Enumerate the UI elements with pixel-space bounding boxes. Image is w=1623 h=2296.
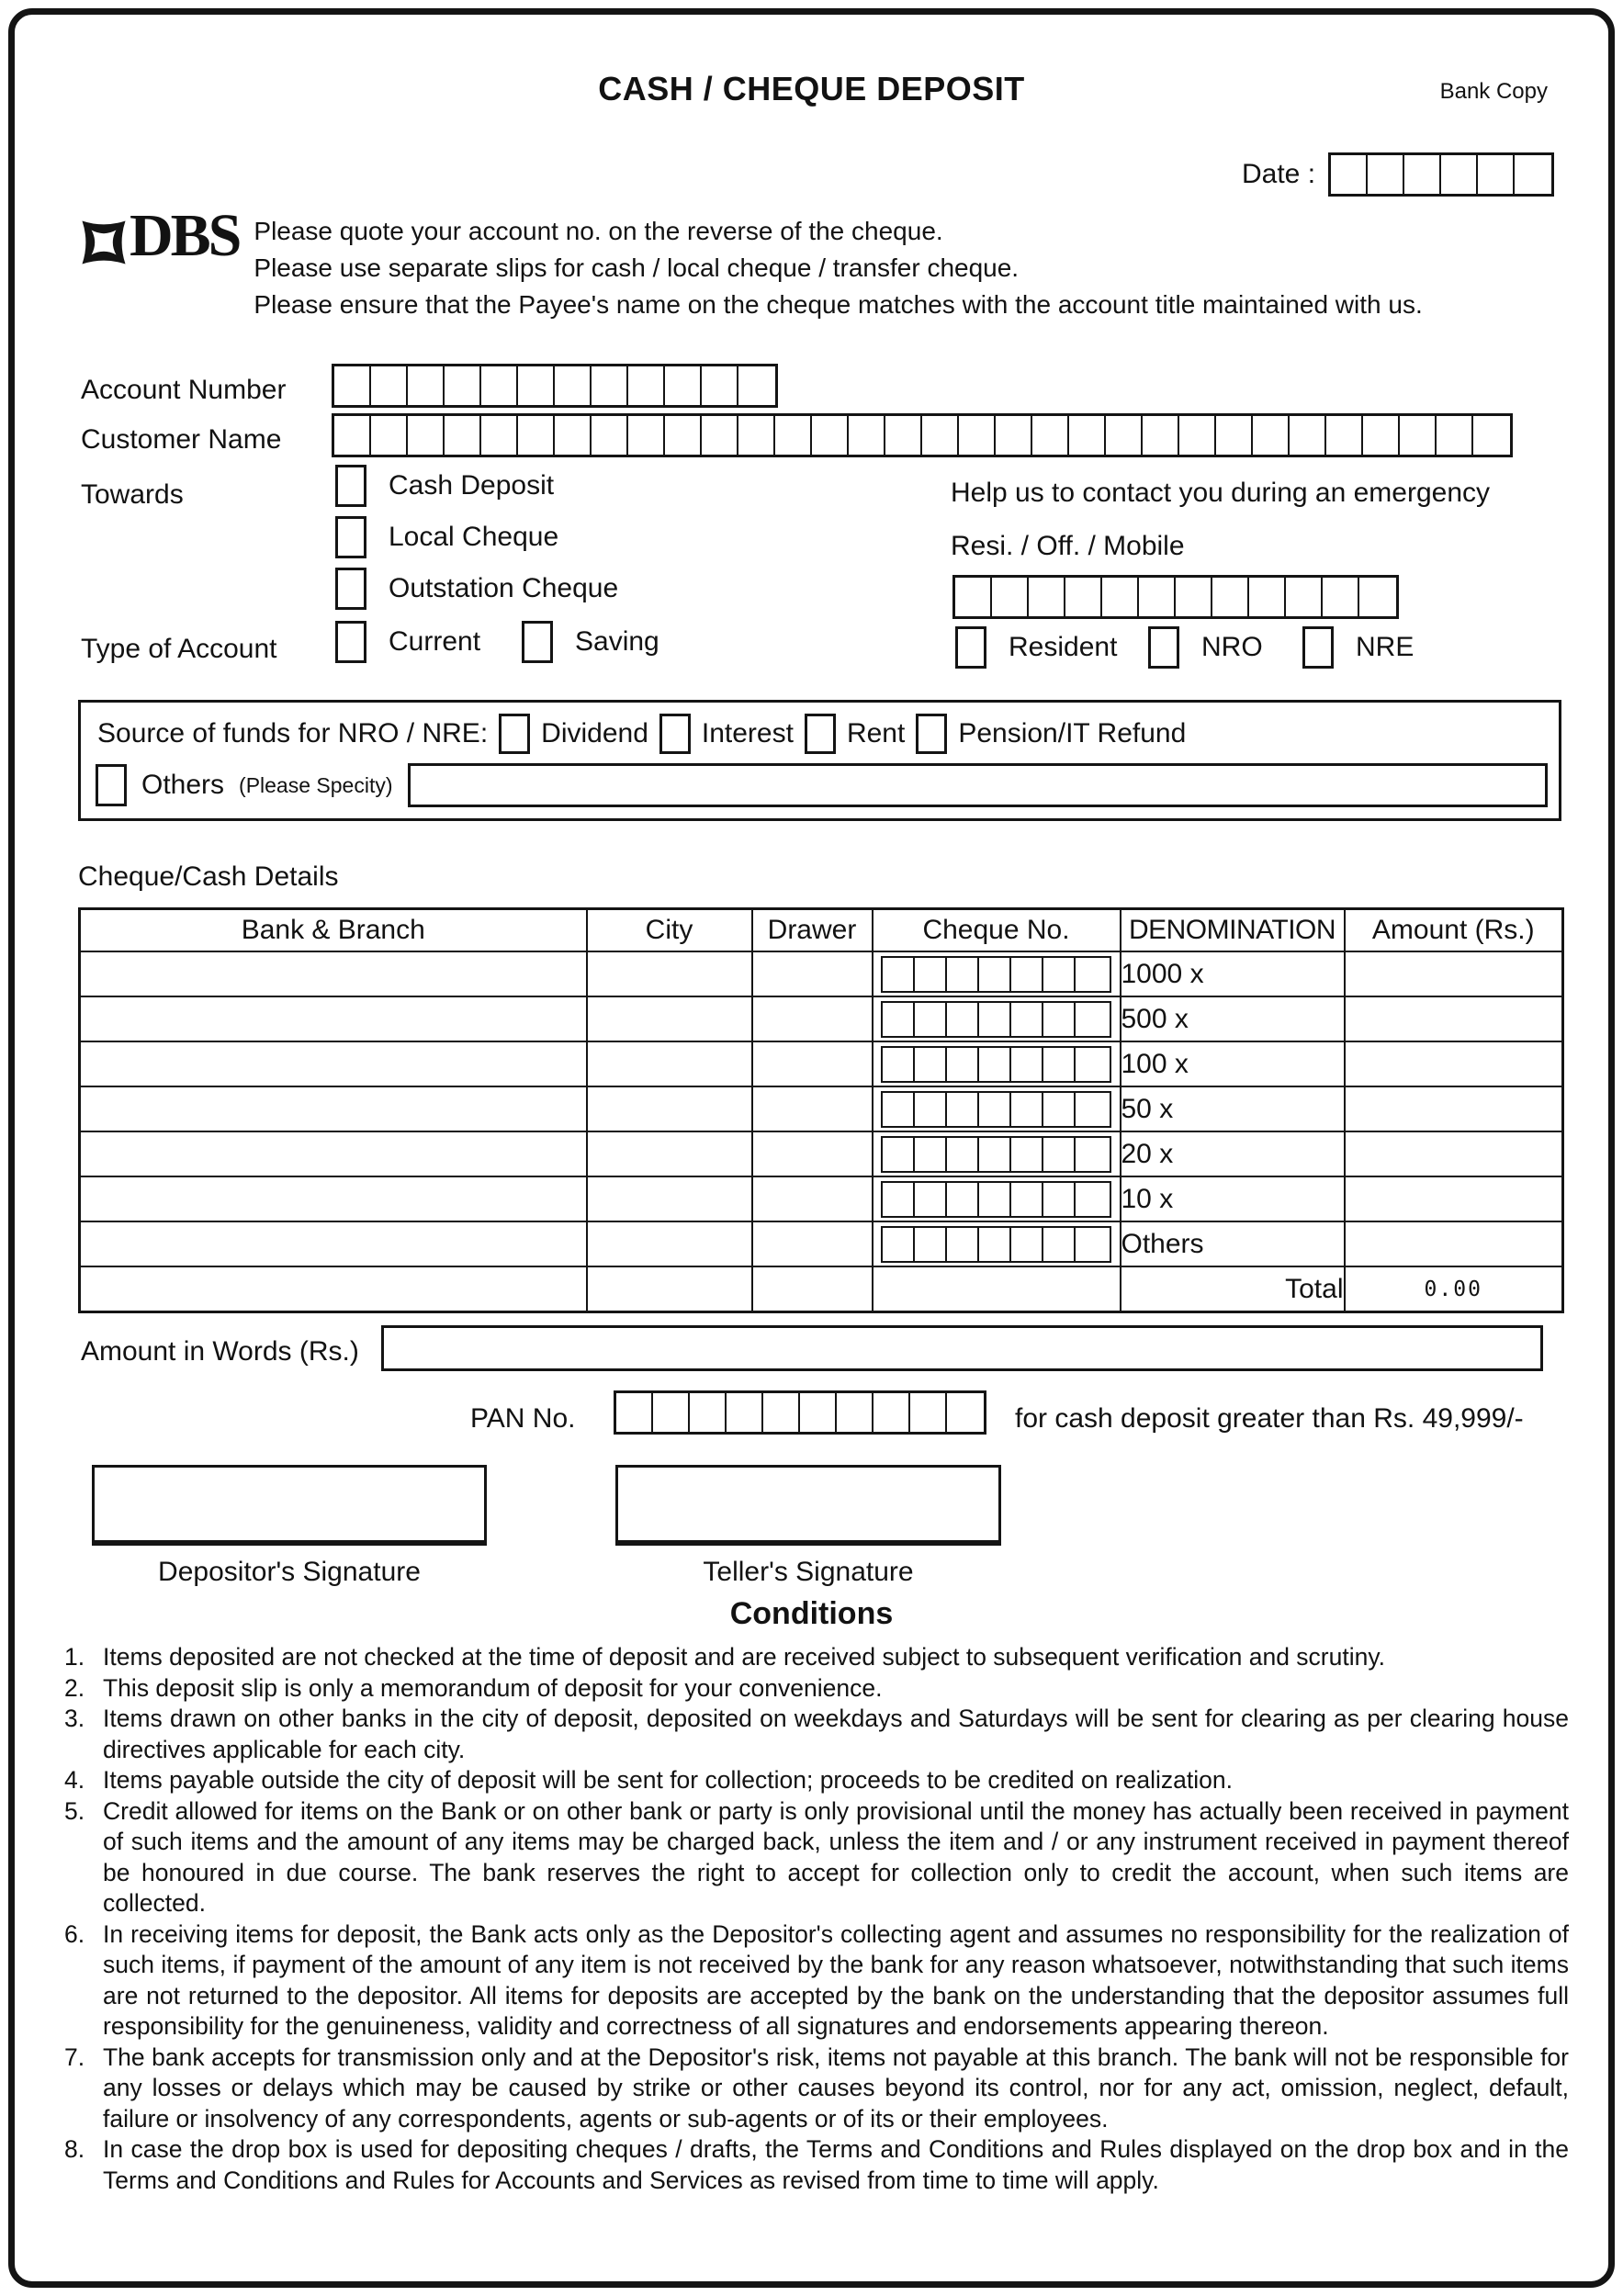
amount-cell[interactable] bbox=[1345, 996, 1563, 1041]
rent-checkbox[interactable] bbox=[805, 714, 836, 754]
char-box[interactable] bbox=[922, 416, 959, 455]
char-box[interactable] bbox=[883, 1093, 915, 1126]
depositor-signature-box[interactable] bbox=[92, 1465, 487, 1546]
char-box[interactable] bbox=[915, 1093, 947, 1126]
header-block bbox=[78, 202, 1423, 323]
denomination-label: 1000 x bbox=[1121, 951, 1345, 996]
char-box[interactable] bbox=[883, 1183, 915, 1216]
city-cell[interactable] bbox=[587, 1041, 752, 1086]
amount-cell[interactable] bbox=[1345, 1041, 1563, 1086]
char-box[interactable] bbox=[979, 1003, 1011, 1036]
char-box[interactable] bbox=[1400, 416, 1437, 455]
char-box[interactable] bbox=[1076, 1048, 1108, 1081]
current-checkbox[interactable] bbox=[335, 621, 366, 663]
phone-boxes[interactable] bbox=[952, 575, 1399, 619]
char-box[interactable] bbox=[1212, 578, 1249, 616]
char-box[interactable] bbox=[1176, 578, 1212, 616]
char-box[interactable] bbox=[915, 1003, 947, 1036]
char-box[interactable] bbox=[1441, 155, 1478, 194]
date-boxes[interactable] bbox=[1328, 152, 1554, 197]
char-box[interactable] bbox=[915, 1138, 947, 1171]
char-box[interactable] bbox=[1437, 416, 1473, 455]
denomination-label: 10 x bbox=[1121, 1176, 1345, 1221]
char-box[interactable] bbox=[947, 1138, 979, 1171]
condition-item bbox=[64, 1765, 1569, 1796]
col-drawer: Drawer bbox=[752, 909, 873, 952]
char-box[interactable] bbox=[555, 416, 592, 455]
char-box[interactable] bbox=[800, 1393, 837, 1432]
char-box[interactable] bbox=[518, 366, 555, 405]
char-box[interactable] bbox=[1043, 1138, 1076, 1171]
char-box[interactable] bbox=[1076, 958, 1108, 991]
condition-item bbox=[64, 1796, 1569, 1919]
others-input[interactable] bbox=[408, 763, 1549, 807]
drawer-cell[interactable] bbox=[752, 1041, 873, 1086]
saving-checkbox[interactable] bbox=[522, 621, 553, 663]
pension-label: Pension/IT Refund bbox=[958, 718, 1187, 748]
char-box[interactable] bbox=[947, 1048, 979, 1081]
bank-branch-cell[interactable] bbox=[80, 1131, 587, 1176]
nre-checkbox[interactable] bbox=[1302, 626, 1334, 669]
emergency-heading: Help us to contact you during an emergency bbox=[951, 478, 1491, 508]
local-cheque-label: Local Cheque bbox=[389, 522, 559, 552]
char-box[interactable] bbox=[690, 1393, 727, 1432]
option-nro bbox=[1148, 626, 1263, 669]
char-box[interactable] bbox=[1290, 416, 1326, 455]
city-cell[interactable] bbox=[587, 996, 752, 1041]
char-box[interactable] bbox=[408, 416, 445, 455]
dbs-wordmark: DBS bbox=[130, 202, 240, 269]
condition-text: Items payable outside the city of deposit will be sent for collection; proceeds to be credited on realization. bbox=[103, 1766, 1233, 1794]
char-box[interactable] bbox=[702, 416, 738, 455]
account-number-boxes[interactable] bbox=[332, 364, 778, 408]
char-box[interactable] bbox=[947, 1093, 979, 1126]
char-box[interactable] bbox=[1043, 1093, 1076, 1126]
char-box[interactable] bbox=[915, 1048, 947, 1081]
others-label: Others bbox=[141, 770, 225, 800]
city-cell[interactable] bbox=[587, 1086, 752, 1131]
amount-cell[interactable] bbox=[1345, 1176, 1563, 1221]
customer-name-boxes[interactable] bbox=[332, 413, 1513, 457]
city-cell[interactable] bbox=[587, 1266, 752, 1312]
char-box[interactable] bbox=[628, 366, 665, 405]
char-box[interactable] bbox=[727, 1393, 763, 1432]
char-box[interactable] bbox=[1076, 1138, 1108, 1171]
char-box[interactable] bbox=[1253, 416, 1290, 455]
char-box[interactable] bbox=[1359, 578, 1396, 616]
char-box[interactable] bbox=[1011, 1003, 1043, 1036]
char-box[interactable] bbox=[518, 416, 555, 455]
pan-note: for cash deposit greater than Rs. 49,999/- bbox=[1015, 1403, 1524, 1434]
char-box[interactable] bbox=[1473, 416, 1510, 455]
conditions-list bbox=[64, 1642, 1569, 2196]
char-box[interactable] bbox=[1323, 578, 1359, 616]
char-box[interactable] bbox=[883, 1138, 915, 1171]
option-outstation-cheque bbox=[335, 568, 618, 610]
table-row bbox=[80, 1131, 1563, 1176]
notice-line: Please use separate slips for cash / local cheque / transfer cheque. bbox=[254, 253, 1020, 282]
nro-label: NRO bbox=[1201, 632, 1263, 662]
cheque-no-boxes[interactable] bbox=[881, 1226, 1111, 1263]
phone-label: Resi. / Off. / Mobile bbox=[951, 531, 1185, 561]
char-box[interactable] bbox=[445, 366, 481, 405]
char-box[interactable] bbox=[947, 1228, 979, 1261]
source-of-funds-row bbox=[97, 714, 1186, 754]
cheque-no-cell bbox=[873, 1266, 1121, 1312]
char-box[interactable] bbox=[1143, 416, 1179, 455]
char-box[interactable] bbox=[1106, 416, 1143, 455]
condition-item bbox=[64, 1673, 1569, 1705]
denomination-label: Others bbox=[1121, 1221, 1345, 1266]
page-title: CASH / CHEQUE DEPOSIT bbox=[598, 70, 1025, 107]
condition-text: Credit allowed for items on the Bank or on other bank or party is only provisional until the money has actually been received in payment of such items and the amount of any items may be charged back, unless the item and / or any instrument received in payment thereof be honoured in due course. The bank reserves the right to accept for collection only to credit the account, when such items are collected. bbox=[103, 1796, 1569, 1917]
char-box[interactable] bbox=[837, 1393, 873, 1432]
char-box[interactable] bbox=[775, 416, 812, 455]
char-box[interactable] bbox=[979, 958, 1011, 991]
char-box[interactable] bbox=[371, 366, 408, 405]
cheque-cash-table bbox=[78, 907, 1564, 1313]
char-box[interactable] bbox=[1076, 1228, 1108, 1261]
char-box[interactable] bbox=[1515, 155, 1551, 194]
char-box[interactable] bbox=[481, 416, 518, 455]
outstation-cheque-label: Outstation Cheque bbox=[389, 573, 619, 603]
notice-line: Please ensure that the Payee's name on the cheque matches with the account title maintained with us. bbox=[254, 290, 1423, 319]
char-box[interactable] bbox=[812, 416, 849, 455]
teller-signature-box[interactable] bbox=[615, 1465, 1001, 1546]
char-box[interactable] bbox=[1011, 958, 1043, 991]
customer-name-label: Customer Name bbox=[81, 424, 282, 455]
char-box[interactable] bbox=[915, 958, 947, 991]
char-box[interactable] bbox=[738, 416, 775, 455]
char-box[interactable] bbox=[979, 1138, 1011, 1171]
resident-checkbox[interactable] bbox=[955, 626, 986, 669]
towards-label: Towards bbox=[81, 479, 184, 510]
char-box[interactable] bbox=[1404, 155, 1441, 194]
char-box[interactable] bbox=[1032, 416, 1069, 455]
interest-checkbox[interactable] bbox=[659, 714, 691, 754]
dividend-label: Dividend bbox=[541, 718, 648, 748]
drawer-cell[interactable] bbox=[752, 996, 873, 1041]
char-box[interactable] bbox=[1043, 1228, 1076, 1261]
table-row bbox=[80, 1086, 1563, 1131]
table-row bbox=[80, 1041, 1563, 1086]
bank-branch-cell[interactable] bbox=[80, 996, 587, 1041]
instruction-notices bbox=[254, 213, 1422, 323]
pension-checkbox[interactable] bbox=[916, 714, 947, 754]
char-box[interactable] bbox=[1076, 1003, 1108, 1036]
total-amount: 0.00 bbox=[1345, 1266, 1563, 1312]
option-saving bbox=[522, 621, 659, 663]
condition-item bbox=[64, 1919, 1569, 2043]
option-nre bbox=[1302, 626, 1414, 669]
cheque-no-boxes[interactable] bbox=[881, 956, 1111, 993]
bank-copy-label: Bank Copy bbox=[1439, 79, 1548, 104]
char-box[interactable] bbox=[1139, 578, 1176, 616]
bank-branch-cell[interactable] bbox=[80, 1221, 587, 1266]
amount-cell[interactable] bbox=[1345, 1221, 1563, 1266]
char-box[interactable] bbox=[1363, 416, 1400, 455]
condition-item bbox=[64, 1642, 1569, 1673]
bank-branch-cell[interactable] bbox=[80, 1176, 587, 1221]
city-cell[interactable] bbox=[587, 1176, 752, 1221]
char-box[interactable] bbox=[763, 1393, 800, 1432]
char-box[interactable] bbox=[1326, 416, 1363, 455]
drawer-cell[interactable] bbox=[752, 1131, 873, 1176]
char-box[interactable] bbox=[947, 1183, 979, 1216]
char-box[interactable] bbox=[702, 366, 738, 405]
teller-signature-label: Teller's Signature bbox=[703, 1557, 914, 1587]
col-amount: Amount (Rs.) bbox=[1345, 909, 1563, 952]
condition-text: In receiving items for deposit, the Bank acts only as the Depositor's collecting agent and assumes no responsibility for the realization of such items, if payment of the amount of any item is not received by the bank for any reason whatsoever, notwithstanding that such items are not returned to the depositor. All items for deposits are accepted by the bank on the understanding that the depositor assumes full responsibility for the genuineness, validity and correctness of all signatures and endorsements appearing thereon. bbox=[103, 1919, 1569, 2040]
char-box[interactable] bbox=[616, 1393, 653, 1432]
col-cheque-no: Cheque No. bbox=[873, 909, 1121, 952]
char-box[interactable] bbox=[481, 366, 518, 405]
char-box[interactable] bbox=[883, 1228, 915, 1261]
char-box[interactable] bbox=[915, 1228, 947, 1261]
char-box[interactable] bbox=[883, 1048, 915, 1081]
char-box[interactable] bbox=[1368, 155, 1404, 194]
bank-branch-cell[interactable] bbox=[80, 1266, 587, 1312]
city-cell[interactable] bbox=[587, 1131, 752, 1176]
char-box[interactable] bbox=[1043, 958, 1076, 991]
denomination-label: 50 x bbox=[1121, 1086, 1345, 1131]
source-of-funds-box bbox=[78, 700, 1561, 821]
char-box[interactable] bbox=[1011, 1228, 1043, 1261]
drawer-cell[interactable] bbox=[752, 1176, 873, 1221]
char-box[interactable] bbox=[947, 1393, 984, 1432]
resident-label: Resident bbox=[1009, 632, 1118, 662]
char-box[interactable] bbox=[1029, 578, 1065, 616]
char-box[interactable] bbox=[1043, 1183, 1076, 1216]
col-denomination: DENOMINATION bbox=[1121, 909, 1345, 952]
table-row bbox=[80, 1221, 1563, 1266]
char-box[interactable] bbox=[1179, 416, 1216, 455]
condition-item bbox=[64, 2134, 1569, 2196]
char-box[interactable] bbox=[1043, 1003, 1076, 1036]
char-box[interactable] bbox=[1478, 155, 1515, 194]
denomination-label: 100 x bbox=[1121, 1041, 1345, 1086]
char-box[interactable] bbox=[885, 416, 922, 455]
char-box[interactable] bbox=[738, 366, 775, 405]
char-box[interactable] bbox=[592, 416, 628, 455]
dbs-star-icon bbox=[78, 217, 130, 273]
nro-checkbox[interactable] bbox=[1148, 626, 1179, 669]
cash-deposit-checkbox[interactable] bbox=[335, 465, 366, 507]
option-resident bbox=[955, 626, 1117, 669]
source-of-funds-label: Source of funds for NRO / NRE: bbox=[97, 718, 489, 748]
amount-in-words-input[interactable] bbox=[381, 1325, 1543, 1371]
amount-cell[interactable] bbox=[1345, 1086, 1563, 1131]
char-box[interactable] bbox=[1331, 155, 1368, 194]
bank-branch-cell[interactable] bbox=[80, 1041, 587, 1086]
char-box[interactable] bbox=[1011, 1048, 1043, 1081]
char-box[interactable] bbox=[1076, 1183, 1108, 1216]
city-cell[interactable] bbox=[587, 1221, 752, 1266]
account-number-label: Account Number bbox=[81, 375, 287, 405]
table-row bbox=[80, 1176, 1563, 1221]
interest-label: Interest bbox=[701, 718, 794, 748]
table-row bbox=[80, 996, 1563, 1041]
char-box[interactable] bbox=[665, 366, 702, 405]
char-box[interactable] bbox=[947, 958, 979, 991]
char-box[interactable] bbox=[628, 416, 665, 455]
drawer-cell[interactable] bbox=[752, 951, 873, 996]
char-box[interactable] bbox=[947, 1003, 979, 1036]
date-field bbox=[1242, 152, 1554, 197]
depositor-signature-label: Depositor's Signature bbox=[158, 1557, 421, 1587]
char-box[interactable] bbox=[873, 1393, 910, 1432]
current-label: Current bbox=[389, 626, 481, 657]
char-box[interactable] bbox=[1249, 578, 1286, 616]
char-box[interactable] bbox=[996, 416, 1032, 455]
account-type-label: Type of Account bbox=[81, 634, 277, 664]
amount-cell[interactable] bbox=[1345, 951, 1563, 996]
city-cell[interactable] bbox=[587, 951, 752, 996]
char-box[interactable] bbox=[1102, 578, 1139, 616]
char-box[interactable] bbox=[910, 1393, 947, 1432]
char-box[interactable] bbox=[1076, 1093, 1108, 1126]
char-box[interactable] bbox=[979, 1228, 1011, 1261]
drawer-cell[interactable] bbox=[752, 1086, 873, 1131]
cheque-no-boxes[interactable] bbox=[881, 1136, 1111, 1173]
char-box[interactable] bbox=[955, 578, 992, 616]
notice-line: Please quote your account no. on the reverse of the cheque. bbox=[254, 217, 943, 245]
others-row bbox=[96, 763, 1548, 807]
char-box[interactable] bbox=[1069, 416, 1106, 455]
amount-in-words-label: Amount in Words (Rs.) bbox=[81, 1336, 359, 1367]
cheque-no-boxes[interactable] bbox=[881, 1091, 1111, 1128]
pan-label: PAN No. bbox=[470, 1403, 576, 1434]
char-box[interactable] bbox=[445, 416, 481, 455]
char-box[interactable] bbox=[1011, 1138, 1043, 1171]
char-box[interactable] bbox=[1216, 416, 1253, 455]
details-heading: Cheque/Cash Details bbox=[78, 861, 339, 892]
drawer-cell[interactable] bbox=[752, 1266, 873, 1312]
cash-deposit-label: Cash Deposit bbox=[389, 470, 555, 501]
char-box[interactable] bbox=[849, 416, 885, 455]
others-hint: (Please Specity) bbox=[239, 772, 393, 797]
char-box[interactable] bbox=[979, 1093, 1011, 1126]
cheque-no-boxes[interactable] bbox=[881, 1046, 1111, 1083]
others-checkbox[interactable] bbox=[96, 764, 127, 806]
char-box[interactable] bbox=[555, 366, 592, 405]
char-box[interactable] bbox=[1011, 1093, 1043, 1126]
saving-label: Saving bbox=[575, 626, 659, 657]
denomination-label: 20 x bbox=[1121, 1131, 1345, 1176]
char-box[interactable] bbox=[653, 1393, 690, 1432]
char-box[interactable] bbox=[334, 416, 371, 455]
nre-label: NRE bbox=[1356, 632, 1414, 662]
char-box[interactable] bbox=[592, 366, 628, 405]
total-row bbox=[80, 1266, 1563, 1312]
condition-text: In case the drop box is used for depositing cheques / drafts, the Terms and Conditions and Rules displayed on the drop box and in the Terms and Conditions and Rules for Accounts and Services as revised from time to time will apply. bbox=[103, 2135, 1569, 2194]
char-box[interactable] bbox=[408, 366, 445, 405]
condition-text: The bank accepts for transmission only and at the Depositor's risk, items not payable at this branch. The bank will not be responsible for any losses or delays which may be caused by strike or other causes beyond its control, nor for any act, omission, neglect, default, failure or insolvency of any correspondents, agents or sub-agents or of its or their employees. bbox=[103, 2043, 1569, 2133]
char-box[interactable] bbox=[979, 1183, 1011, 1216]
table-header-row bbox=[80, 909, 1563, 952]
option-local-cheque bbox=[335, 516, 558, 558]
bank-branch-cell[interactable] bbox=[80, 1086, 587, 1131]
condition-text: Items drawn on other banks in the city of deposit, deposited on weekdays and Saturdays will be sent for clearing as per clearing house directives applicable for each city. bbox=[103, 1705, 1569, 1763]
condition-text: This deposit slip is only a memorandum of deposit for your convenience. bbox=[103, 1673, 883, 1702]
date-label: Date : bbox=[1242, 159, 1316, 189]
table-row bbox=[80, 951, 1563, 996]
char-box[interactable] bbox=[959, 416, 996, 455]
char-box[interactable] bbox=[979, 1048, 1011, 1081]
char-box[interactable] bbox=[371, 416, 408, 455]
outstation-cheque-checkbox[interactable] bbox=[335, 568, 366, 610]
char-box[interactable] bbox=[883, 958, 915, 991]
conditions-heading: Conditions bbox=[729, 1596, 894, 1631]
char-box[interactable] bbox=[1286, 578, 1323, 616]
char-box[interactable] bbox=[992, 578, 1029, 616]
drawer-cell[interactable] bbox=[752, 1221, 873, 1266]
char-box[interactable] bbox=[1043, 1048, 1076, 1081]
char-box[interactable] bbox=[1011, 1183, 1043, 1216]
char-box[interactable] bbox=[1065, 578, 1102, 616]
dividend-checkbox[interactable] bbox=[499, 714, 530, 754]
option-cash-deposit bbox=[335, 465, 554, 507]
denomination-label: 500 x bbox=[1121, 996, 1345, 1041]
condition-text: Items deposited are not checked at the time of deposit and are received subject to subsequent verification and scrutiny. bbox=[103, 1643, 1385, 1671]
amount-cell[interactable] bbox=[1345, 1131, 1563, 1176]
col-bank-branch: Bank & Branch bbox=[80, 909, 587, 952]
pan-boxes[interactable] bbox=[614, 1390, 986, 1435]
bank-branch-cell[interactable] bbox=[80, 951, 587, 996]
total-label: Total bbox=[1121, 1266, 1345, 1312]
cheque-no-boxes[interactable] bbox=[881, 1181, 1111, 1218]
rent-label: Rent bbox=[846, 718, 906, 748]
col-city: City bbox=[587, 909, 752, 952]
char-box[interactable] bbox=[915, 1183, 947, 1216]
local-cheque-checkbox[interactable] bbox=[335, 516, 366, 558]
char-box[interactable] bbox=[665, 416, 702, 455]
cheque-no-boxes[interactable] bbox=[881, 1001, 1111, 1038]
condition-item bbox=[64, 2043, 1569, 2135]
char-box[interactable] bbox=[883, 1003, 915, 1036]
option-current bbox=[335, 621, 480, 663]
char-box[interactable] bbox=[334, 366, 371, 405]
condition-item bbox=[64, 1704, 1569, 1765]
